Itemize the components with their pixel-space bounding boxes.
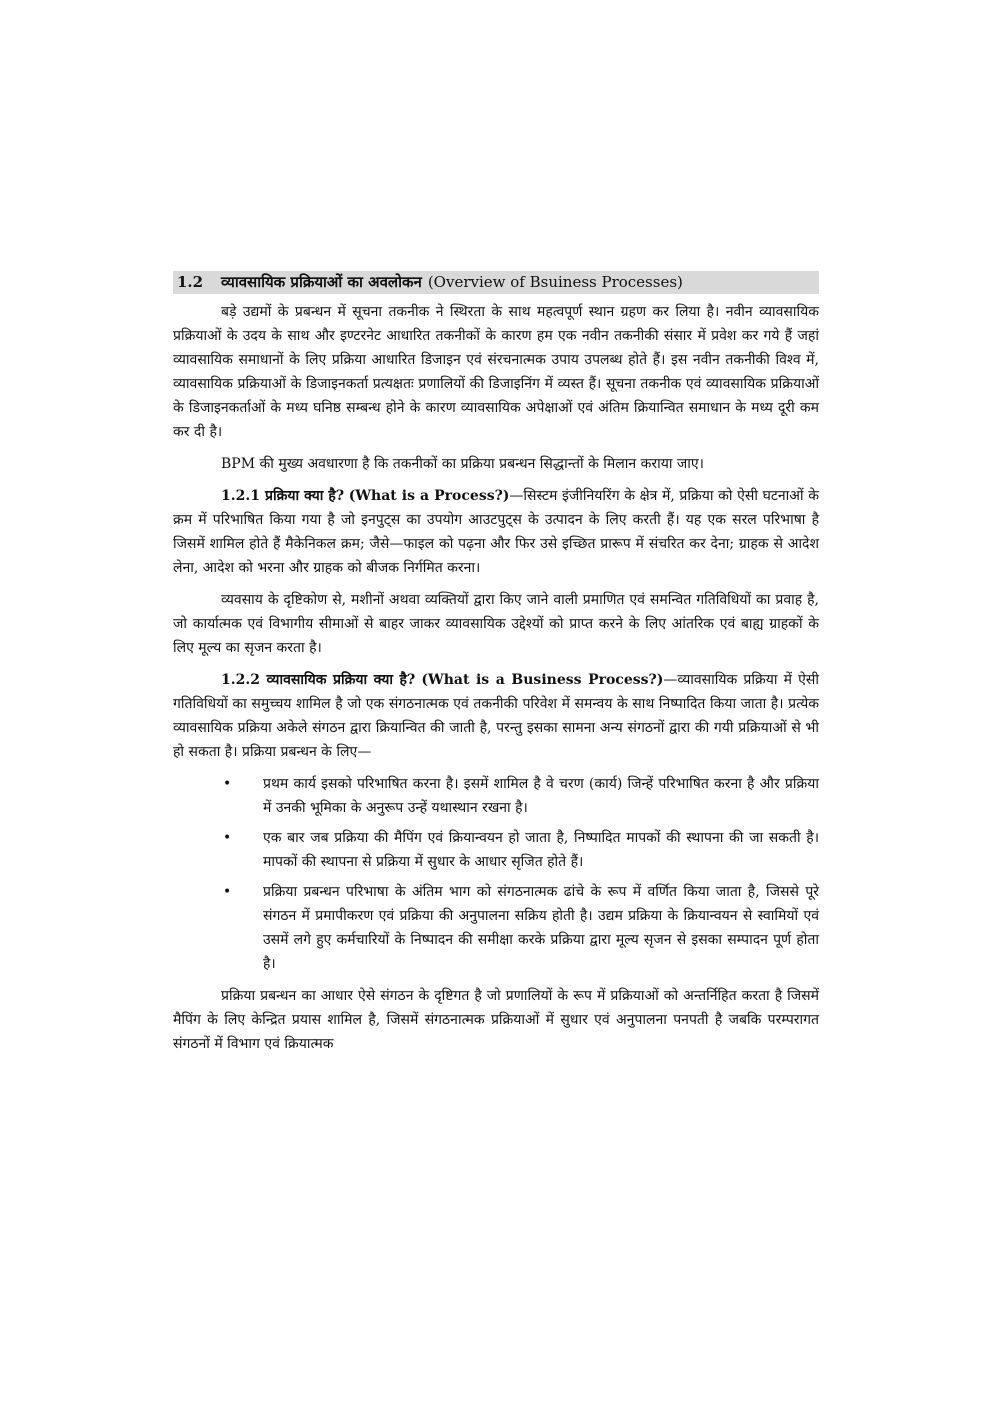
list-item-text: प्रथम कार्य इसको परिभाषित करना है। इसमें शामिल है वे चरण (कार्य) जिन्हें परिभाषित करना है और प्रक्रिया में उनकी भूमिका के अनुरूप उन्हें यथास्थान रखना है। <box>263 776 819 816</box>
paragraph-business-view: व्यवसाय के दृष्टिकोण से, मशीनों अथवा व्यक्तियों द्वारा किए जाने वाली प्रमाणित एवं समन्वित गतिविधियों का प्रवाह है, जो कार्यात्मक एवं विभागीय सीमाओं से बाहर जाकर व्यावसायिक उद्देश्यों को प्राप्त करने के लिए आंतरिक एवं बाह्य ग्राहकों के लिए मूल्य का सृजन करता है। <box>173 592 819 656</box>
list-item <box>173 772 819 820</box>
section-title-english: (Overview of Bsuiness Processes) <box>427 273 683 291</box>
bullet-icon: • <box>223 830 232 846</box>
paragraph-what-is-business-process-text: —व्यावसायिक प्रक्रिया में ऐसी गतिविधियों का समुच्चय शामिल है जो एक संगठनात्मक एवं तकनीकी परिवेश में समन्वय के साथ निष्पादित किया जाता है। प्रत्येक व्यावसायिक प्रक्रिया अकेले संगठन द्वारा क्रियान्वित की जाती है, परन्तु इसका सामना अन्य संगठनों द्वारा की गयी प्रक्रियाओं से भी हो सकता है। प्रक्रिया प्रबन्धन के लिए— <box>173 672 819 760</box>
bullet-icon: • <box>223 884 232 900</box>
subsection-heading-1-2-1: 1.2.1 प्रक्रिया क्या है? <box>221 488 345 504</box>
bullet-list <box>173 772 819 976</box>
list-item-text: एक बार जब प्रक्रिया की मैपिंग एवं क्रियान्वयन हो जाता है, निष्पादित मापकों की स्थापना की जा सकती है। मापकों की स्थापना से प्रक्रिया में सुधार के आधार सृजित होते हैं। <box>263 830 819 870</box>
subsection-heading-1-2-2-english: (What is a Business Process?) <box>421 672 664 688</box>
section-number: 1.2 <box>177 273 204 291</box>
section-title-hindi: व्यावसायिक प्रक्रियाओं का अवलोकन <box>221 273 422 291</box>
subsection-heading-1-2-2: 1.2.2 व्यावसायिक प्रक्रिया क्या है? <box>221 672 416 688</box>
list-item <box>173 880 819 976</box>
paragraph-bpm-concept: BPM की मुख्य अवधारणा है कि तकनीकों का प्रक्रिया प्रबन्धन सिद्धान्तों के मिलान कराया जाए। <box>221 456 704 472</box>
bullet-icon: • <box>223 776 232 792</box>
paragraph-process-management-basis: प्रक्रिया प्रबन्धन का आधार ऐसे संगठन के दृष्टिगत है जो प्रणालियों के रूप में प्रक्रियाओं को अन्तर्निहित करता है जिसमें मैपिंग के लिए केन्द्रित प्रयास शामिल है, जिसमें संगठनात्मक प्रक्रियाओं में सुधार एवं अनुपालना पनपती है जबकि परम्परागत संगठनों में विभाग एवं क्रियात्मक <box>173 988 819 1052</box>
paragraph-intro: बड़े उद्यमों के प्रबन्धन में सूचना तकनीक ने स्थिरता के साथ महत्वपूर्ण स्थान ग्रहण कर लिया है। नवीन व्यावसायिक प्रक्रियाओं के उदय के साथ और इण्टरनेट आधारित तकनीकों के कारण हम एक नवीन तकनीकी संसार में प्रवेश कर गये हैं जहां व्यावसायिक समाधानों के लिए प्रक्रिया आधारित डिजाइन एवं संरचनात्मक उपाय उपलब्ध होते हैं। इस नवीन तकनीकी विश्व में, व्यावसायिक प्रक्रियाओं के डिजाइनकर्ता प्रत्यक्षतः प्रणालियों की डिजाइनिंग में व्यस्त हैं। सूचना तकनीक एवं व्यावसायिक प्रक्रियाओं के डिजाइनकर्ताओं के मध्य घनिष्ठ सम्बन्ध होने के कारण व्यावसायिक अपेक्षाओं एवं अंतिम क्रियान्वित समाधान के मध्य दूरी कम कर दी है। <box>173 304 819 440</box>
paragraph-what-is-business-process <box>173 668 819 764</box>
list-item <box>173 826 819 874</box>
subsection-heading-1-2-1-english: (What is a Process?) <box>348 488 510 504</box>
paragraph-what-is-process <box>173 484 819 580</box>
paragraph-what-is-process-text: —सिस्टम इंजीनियरिंग के क्षेत्र में, प्रक्रिया को ऐसी घटनाओं के क्रम में परिभाषित किया गया है जो इनपुट्स का उपयोग आउटपुट्स के उत्पादन के लिए करती हैं। यह एक सरल परिभाषा है जिसमें शामिल होते हैं मैकेनिकल क्रम; जैसे—फाइल को पढ़ना और फिर उसे इच्छित प्रारूप में संचरित कर देना; ग्राहक से आदेश लेना, आदेश को भरना और ग्राहक को बीजक निर्गमित करना। <box>173 488 819 576</box>
document-page <box>173 271 819 1064</box>
section-heading <box>173 271 819 294</box>
list-item-text: प्रक्रिया प्रबन्धन परिभाषा के अंतिम भाग को संगठनात्मक ढांचे के रूप में वर्णित किया जाता है, जिससे पूरे संगठन में प्रमापीकरण एवं प्रक्रिया की अनुपालना सक्रिय होती है। उद्यम प्रक्रिया के क्रियान्वयन से स्वामियों एवं उसमें लगे हुए कर्मचारियों के निष्पादन की समीक्षा करके प्रक्रिया द्वारा मूल्य सृजन से इसका सम्पादन पूर्ण होता है। <box>263 884 819 972</box>
